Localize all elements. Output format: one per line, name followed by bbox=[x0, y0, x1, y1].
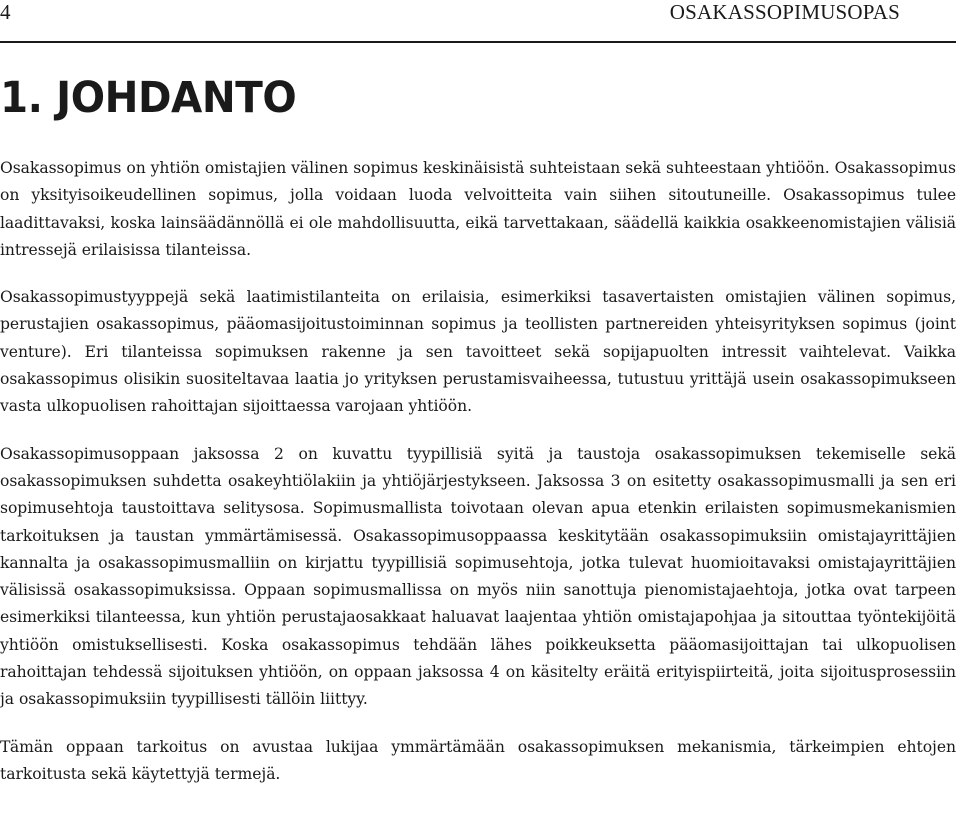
paragraph-3: Osakassopimusoppaan jaksossa 2 on kuvattu tyypillisiä syitä ja taustoja osakassopimuksen tekemiselle sekä osakassopimuksen suhdetta osakeyhtiölakiin ja yhtiöjärjestykseen. Jaksossa 3 on esitetty osakassopimusmalli ja sen eri sopimusehtoja taustoittava selitysosa. Sopimusmallista toivotaan olevan apua etenkin erilaisten sopimusmekanismien tarkoituksen ja taustan ymmärtämisessä. Osakassopimusoppaassa keskitytään osakassopimuksiin omistajayrittäjien kannalta ja osakassopimusmalliin on kirjattu tyypillisiä sopimusehtoja, jotka tulevat huomioitavaksi omistajayrittäjien välisissä osakassopimuksissa. Oppaan sopimusmallissa on myös niin sanottuja pienomistajaehtoja, jotka ovat tarpeen esimerkiksi tilanteessa, kun yhtiön perustajaosakkaat haluavat laajentaa yhtiön omistajapohjaa ja sitouttaa työntekijöitä yhtiöön omistuksellisesti. Koska osakassopimus tehdään lähes poikkeuksetta pääomasijoittajan tai ulkopuolisen rahoittajan tehdessä sijoituksen yhtiöön, on oppaan jaksossa 4 on käsitelty eräitä erityispiirteitä, joita sijoitusprosessiin ja osakassopimuksiin tyypillisesti tällöin liittyy. bbox=[0, 444, 956, 709]
paragraph-1: Osakassopimus on yhtiön omistajien välinen sopimus keskinäisistä suhteistaan sekä suhteestaan yhtiöön. Osakassopimus on yksityisoikeudellinen sopimus, jolla voidaan luoda velvoitteita vain siihen sitoutuneille. Osakassopimus tulee laadittavaksi, koska lainsäädännöllä ei ole mahdollisuutta, eikä tarvettakaan, säädellä kaikkia osakkeenomistajien välisiä intressejä erilaisissa tilanteissa. bbox=[0, 159, 956, 259]
header-rule bbox=[0, 41, 956, 43]
running-header: OSAKASSOPIMUSOPAS bbox=[669, 0, 900, 24]
section-heading: 1. JOHDANTO bbox=[0, 73, 297, 123]
body-text bbox=[0, 155, 956, 808]
page-header bbox=[0, 0, 956, 30]
paragraph-4: Tämän oppaan tarkoitus on avustaa lukijaa ymmärtämään osakassopimuksen mekanismia, tärkeimpien ehtojen tarkoitusta sekä käytettyjä termejä. bbox=[0, 737, 956, 783]
paragraph-2: Osakassopimustyyppejä sekä laatimistilanteita on erilaisia, esimerkiksi tasavertaisten omistajien välinen sopimus, perustajien osakassopimus, pääomasijoitustoiminnan sopimus ja teollisten partnereiden yhteisyrityksen sopimus (joint venture). Eri tilanteissa sopimuksen rakenne ja sen tavoitteet sekä sopijapuolten intressit vaihtelevat. Vaikka osakassopimus olisikin suositeltavaa laatia jo yrityksen perustamisvaiheessa, tutustuu yrittäjä usein osakassopimukseen vasta ulkopuolisen rahoittajan sijoittaessa varojaan yhtiöön. bbox=[0, 288, 956, 416]
page-number: 4 bbox=[0, 0, 11, 24]
